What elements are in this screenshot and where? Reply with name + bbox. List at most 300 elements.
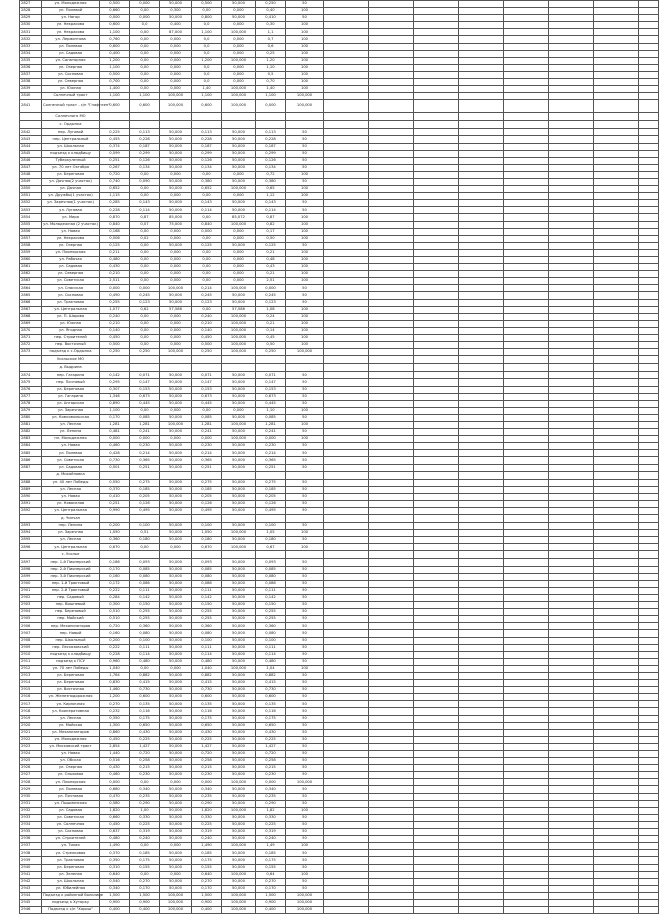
value-cell: 0,134 [256,164,286,171]
empty-cell [639,457,659,464]
road-name-cell: ул. 70 лет Победы [42,665,100,672]
value-cell: 1,100 [192,93,222,100]
empty-cell [369,86,414,93]
empty-cell [549,551,594,559]
empty-cell [594,327,639,334]
row-number-cell: 2895 [20,537,42,544]
empty-cell [324,86,369,93]
row-number-cell: 2832 [20,36,42,43]
empty-cell [369,687,414,694]
row-number-cell: 2896 [20,544,42,551]
empty-cell [459,129,504,136]
road-name-cell: пер. Восточный [42,342,100,349]
row-number-cell [20,121,42,129]
empty-cell [504,687,549,694]
empty-cell [324,821,369,828]
value-cell: 1,427 [256,743,286,750]
empty-cell [414,836,459,843]
value-cell: 0,000 [222,36,256,43]
empty-cell [549,271,594,278]
value-cell: 1,100 [100,64,130,71]
value-cell: 50,000 [160,450,192,457]
row-number-cell: 2903 [20,602,42,609]
empty-cell [504,779,549,786]
empty-cell [594,715,639,722]
road-name-cell: ул. Лермонтова [42,36,100,43]
empty-cell [414,129,459,136]
value-cell: 0,380 [192,178,222,185]
value-cell: 0,085 [192,566,222,573]
value-cell: 0,800 [192,15,222,22]
empty-cell [549,836,594,843]
road-name-cell: ул. Молодежная [42,736,100,743]
row-number-cell: 2860 [20,257,42,264]
empty-cell [549,193,594,200]
value-cell: 0,450 [100,736,130,743]
empty-cell [459,143,504,150]
empty-cell [549,1,594,8]
value-cell: 0,000 [160,313,192,320]
empty-cell [160,364,192,372]
empty-cell [459,186,504,193]
empty-cell [369,299,414,306]
row-number-cell: 2891 [20,500,42,507]
empty-cell [192,471,222,479]
empty-cell [549,493,594,500]
row-number-cell: 2859 [20,249,42,256]
value-cell: 0,111 [256,587,286,594]
empty-cell [639,43,659,50]
value-cell: 0,445 [130,400,160,407]
value-cell: 0,086 [256,580,286,587]
value-cell: 50,000 [222,372,256,379]
row-number-cell: 2920 [20,722,42,729]
value-cell: 0,251 [100,157,130,164]
value-cell: 0,255 [130,609,160,616]
table-row [20,602,659,609]
empty-cell [549,15,594,22]
empty-cell [369,751,414,758]
empty-cell [594,235,639,242]
empty-cell [324,29,369,36]
value-cell: 1,100 [256,93,286,100]
road-name-cell: ул. Новоселов [42,500,100,507]
empty-cell [459,113,504,121]
value-cell: 0,170 [100,414,130,421]
empty-cell [639,306,659,313]
row-number-cell: 2872 [20,342,42,349]
table-row [20,264,659,271]
value-cell: 0,228 [256,136,286,143]
value-cell: 50 [286,393,324,400]
value-cell: 0,350 [100,715,130,722]
value-cell: 0,000 [160,436,192,443]
table-row [20,680,659,687]
value-cell: 50 [286,479,324,486]
table-row [20,609,659,616]
value-cell: 0,080 [256,573,286,580]
road-name-cell: ул. Зеленая [42,871,100,878]
section-row [20,471,659,479]
value-cell: 50,000 [222,722,256,729]
empty-cell [160,113,192,121]
empty-cell [324,559,369,566]
value-cell: 0,135 [256,701,286,708]
empty-cell [459,864,504,871]
empty-cell [639,515,659,523]
road-name-cell: ул. Лесная [42,715,100,722]
empty-cell [639,186,659,193]
empty-cell [594,214,639,221]
table-row [20,594,659,601]
value-cell: 50,000 [222,616,256,623]
empty-cell [414,299,459,306]
table-row [20,479,659,486]
row-number-cell: 2937 [20,843,42,850]
empty-cell [459,623,504,630]
empty-cell [504,150,549,157]
value-cell: 50,000 [222,680,256,687]
row-number-cell: 2870 [20,327,42,334]
empty-cell [549,623,594,630]
empty-cell [459,651,504,658]
value-cell: 1,10 [256,407,286,414]
road-name-cell: ул. Ольховая [42,772,100,779]
empty-cell [594,559,639,566]
row-number-cell: 2944 [20,892,42,899]
empty-cell [369,544,414,551]
empty-cell [594,349,639,356]
empty-cell [459,594,504,601]
empty-cell [324,630,369,637]
empty-cell [549,450,594,457]
empty-cell [324,178,369,185]
empty-cell [459,471,504,479]
value-cell: 0,400 [256,907,286,914]
value-cell: 50,000 [222,644,256,651]
empty-cell [414,736,459,743]
value-cell: 0,000 [160,36,192,43]
value-cell: 0,02 [130,235,160,242]
value-cell: 100,000 [222,907,256,914]
empty-cell [324,235,369,242]
value-cell: 100,000 [222,544,256,551]
empty-cell [504,249,549,256]
row-number-cell: 2911 [20,658,42,665]
value-cell: 50 [286,500,324,507]
value-cell: 50,000 [160,493,192,500]
empty-cell [459,335,504,342]
row-number-cell: 2910 [20,651,42,658]
value-cell: 0,000 [160,64,192,71]
value-cell: 50 [286,651,324,658]
value-cell: 0,680 [100,786,130,793]
empty-cell [549,143,594,150]
value-cell: 0,340 [100,885,130,892]
value-cell: 0,000 [160,71,192,78]
value-cell: 100,000 [222,436,256,443]
empty-cell [369,743,414,750]
value-cell: 0,142 [100,372,130,379]
empty-cell [369,722,414,729]
section-row [20,515,659,523]
empty-cell [594,43,639,50]
road-name-cell: ул. Железнодорожная [42,694,100,701]
empty-cell [639,136,659,143]
value-cell: 0,000 [160,249,192,256]
value-cell: 0,290 [256,800,286,807]
empty-cell [504,892,549,899]
empty-cell [594,22,639,29]
row-number-cell: 2873 [20,349,42,356]
road-name-cell: ул. Солнечная [42,821,100,828]
road-name-cell: пер. 2-й Пионерский [42,566,100,573]
value-cell: 0,510 [100,609,130,616]
value-cell: 0,340 [130,786,160,793]
empty-cell [324,544,369,551]
empty-cell [459,100,504,113]
row-number-cell: 2855 [20,221,42,228]
value-cell: 0,000 [222,79,256,86]
row-number-cell: 2922 [20,736,42,743]
empty-cell [594,772,639,779]
value-cell: 0,00 [192,249,222,256]
value-cell: 100 [286,193,324,200]
road-name-cell: пер. Почтовый [42,379,100,386]
value-cell: 50,000 [222,523,256,530]
value-cell: 85,000 [160,214,192,221]
table-row [20,285,659,292]
road-name-cell: пер. Березовый [42,609,100,616]
empty-cell [594,36,639,43]
value-cell: 50,000 [222,15,256,22]
empty-cell [369,221,414,228]
value-cell: 50,000 [160,479,192,486]
value-cell: 0,900 [100,899,130,906]
empty-cell [639,8,659,15]
table-row [20,429,659,436]
row-number-cell: 2928 [20,779,42,786]
empty-cell [369,471,414,479]
value-cell: 0,100 [256,637,286,644]
empty-cell [324,500,369,507]
empty-cell [324,143,369,150]
empty-cell [369,786,414,793]
empty-cell [549,64,594,71]
row-number-cell: 2890 [20,493,42,500]
value-cell: 100 [286,327,324,334]
value-cell: 0,00 [192,306,222,313]
empty-cell [594,651,639,658]
empty-cell [549,687,594,694]
value-cell: 1,100 [100,29,130,36]
empty-cell [639,292,659,299]
section-row [20,113,659,121]
value-cell: 0,990 [100,508,130,515]
value-cell: 100 [286,544,324,551]
value-cell: 0,175 [256,857,286,864]
value-cell: 0,00 [130,335,160,342]
value-cell: 0,205 [192,493,222,500]
value-cell: 0,160 [100,573,130,580]
empty-cell [639,508,659,515]
value-cell: 50 [286,680,324,687]
value-cell: 50 [286,672,324,679]
empty-cell [414,587,459,594]
row-number-cell: 2886 [20,457,42,464]
table-row [20,843,659,850]
value-cell: 1,281 [100,421,130,428]
empty-cell [549,530,594,537]
value-cell: 100 [286,86,324,93]
empty-cell [414,235,459,242]
table-row [20,672,659,679]
empty-cell [459,299,504,306]
empty-cell [324,386,369,393]
table-row [20,443,659,450]
value-cell: 0,00 [130,327,160,334]
value-cell: 0,093 [130,559,160,566]
empty-cell [549,630,594,637]
value-cell: 50 [286,164,324,171]
value-cell: 50 [286,414,324,421]
empty-cell [324,486,369,493]
value-cell: 50,000 [222,566,256,573]
table-row [20,36,659,43]
table-row [20,71,659,78]
empty-cell [639,729,659,736]
value-cell: 0,093 [256,559,286,566]
road-name-cell: ул. Северная [42,79,100,86]
empty-cell [369,193,414,200]
value-cell: 0,240 [130,836,160,843]
value-cell: 0,235 [256,793,286,800]
value-cell: 0,071 [192,372,222,379]
value-cell: 0,255 [130,616,160,623]
empty-cell [594,551,639,559]
empty-cell [639,379,659,386]
value-cell: 0,319 [192,829,222,836]
value-cell: 0,240 [100,313,130,320]
road-name-cell: ул. Пионерская [42,779,100,786]
value-cell: 100,000 [160,899,192,906]
empty-cell [639,113,659,121]
value-cell: 0,000 [160,264,192,271]
empty-cell [639,414,659,421]
value-cell: 0,330 [192,814,222,821]
empty-cell [504,500,549,507]
value-cell: 100 [286,278,324,285]
row-number-cell: 2878 [20,400,42,407]
value-cell: 1,12 [256,193,286,200]
empty-cell [594,306,639,313]
empty-cell [414,86,459,93]
road-name-cell: ул. 70 лет Октября [42,164,100,171]
road-name-cell: ул. 40 лет Победы [42,479,100,486]
value-cell: 100 [286,79,324,86]
value-cell: 0,000 [160,43,192,50]
value-cell: 0,116 [130,708,160,715]
empty-cell [504,515,549,523]
value-cell: 0,175 [130,857,160,864]
empty-cell [100,471,130,479]
value-cell: 1,100 [100,93,130,100]
empty-cell [504,157,549,164]
value-cell: 0,240 [256,836,286,843]
section-title-cell: Солнечного МО [42,113,100,121]
empty-cell [504,29,549,36]
value-cell: 0,170 [100,566,130,573]
value-cell: 0,400 [130,907,160,914]
value-cell: 0,495 [192,508,222,515]
value-cell: 0,00 [130,278,160,285]
value-cell: 0,000 [222,43,256,50]
value-cell: 100,000 [160,93,192,100]
empty-cell [286,121,324,129]
value-cell: 0,495 [256,508,286,515]
value-cell: 0,175 [130,715,160,722]
empty-cell [504,186,549,193]
value-cell: 100,000 [222,335,256,342]
empty-cell [549,79,594,86]
empty-cell [459,644,504,651]
empty-cell [549,306,594,313]
empty-cell [504,50,549,57]
row-number-cell: 2929 [20,786,42,793]
value-cell: 50 [286,559,324,566]
empty-cell [324,306,369,313]
empty-cell [414,743,459,750]
empty-cell [324,320,369,327]
empty-cell [414,530,459,537]
empty-cell [459,637,504,644]
empty-cell [594,493,639,500]
empty-cell [549,523,594,530]
empty-cell [639,164,659,171]
row-number-cell: 2841 [20,100,42,113]
empty-cell [324,285,369,292]
value-cell: 0,00 [130,249,160,256]
value-cell: 1,200 [192,57,222,64]
empty-cell [414,758,459,765]
empty-cell [549,221,594,228]
value-cell: 0,430 [130,729,160,736]
empty-cell [324,772,369,779]
empty-cell [369,207,414,214]
empty-cell [256,515,286,523]
value-cell: 0,100 [130,637,160,644]
empty-cell [594,164,639,171]
value-cell: 50 [286,821,324,828]
value-cell: 100,000 [222,57,256,64]
empty-cell [594,100,639,113]
value-cell: 0,370 [100,850,130,857]
value-cell: 50 [286,751,324,758]
table-row [20,93,659,100]
empty-cell [459,630,504,637]
empty-cell [459,271,504,278]
empty-cell [324,249,369,256]
empty-cell [324,609,369,616]
empty-cell [324,327,369,334]
table-row [20,637,659,644]
value-cell: 50,000 [160,386,192,393]
row-number-cell: 2881 [20,421,42,428]
road-name-cell: ул. Юбилейная [42,885,100,892]
value-cell: 0,740 [100,178,130,185]
empty-cell [414,644,459,651]
section-row [20,551,659,559]
